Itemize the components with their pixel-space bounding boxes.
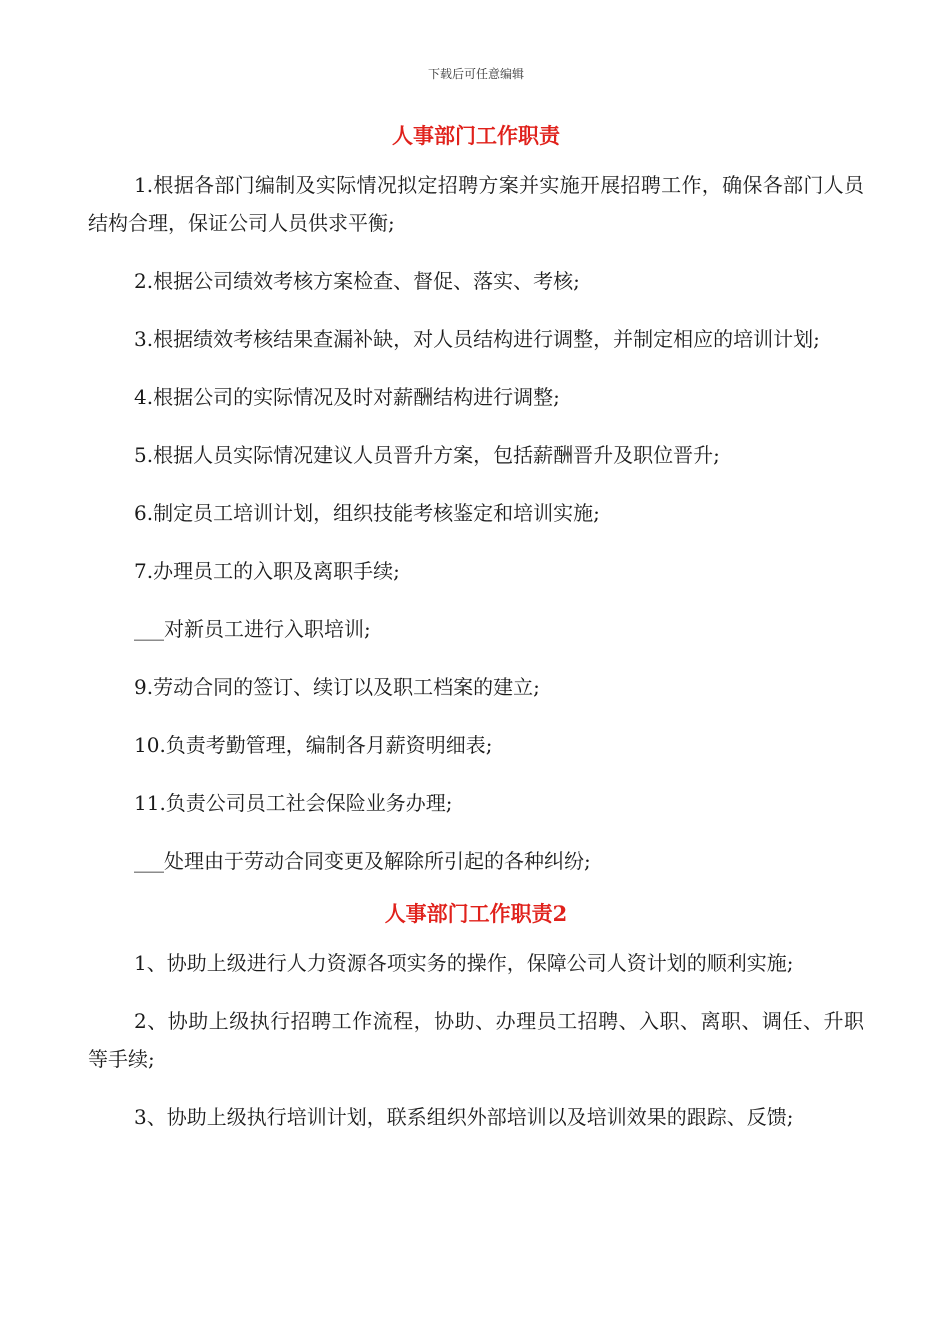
assist-item-1: 1、协助上级进行人力资源各项实务的操作，保障公司人资计划的顺利实施;: [134, 951, 794, 975]
section-title-2: 人事部门工作职责2: [384, 901, 568, 926]
section-title-1: 人事部门工作职责: [392, 123, 560, 148]
duty-item-6: 6.制定员工培训计划，组织技能考核鉴定和培训实施;: [134, 501, 600, 525]
assist-item-3: 3、协助上级执行培训计划，联系组织外部培训以及培训效果的跟踪、反馈;: [134, 1105, 794, 1129]
section-1-list: [88, 166, 864, 880]
duty-item-4: 4.根据公司的实际情况及时对薪酬结构进行调整;: [134, 385, 560, 409]
duty-item-9: 9.劳动合同的签订、续订以及职工档案的建立;: [134, 675, 540, 699]
header-note: 下载后可任意编辑: [427, 67, 524, 81]
duty-item-7: 7.办理员工的入职及离职手续;: [134, 559, 400, 583]
duty-item-11: 11.负责公司员工社会保险业务办理;: [134, 791, 453, 815]
duty-item-1: 1.根据各部门编制及实际情况拟定招聘方案并实施开展招聘工作，确保各部门人员结构合理，保证公司人员供求平衡;: [88, 173, 864, 235]
duty-item-12: ___处理由于劳动合同变更及解除所引起的各种纠纷;: [134, 849, 591, 873]
assist-item-2: 2、协助上级执行招聘工作流程，协助、办理员工招聘、入职、离职、调任、升职等手续;: [88, 1009, 864, 1071]
duty-item-5: 5.根据人员实际情况建议人员晋升方案，包括薪酬晋升及职位晋升;: [134, 443, 720, 467]
duty-item-2: 2.根据公司绩效考核方案检查、督促、落实、考核;: [134, 269, 580, 293]
duty-item-10: 10.负责考勤管理，编制各月薪资明细表;: [134, 733, 493, 757]
duty-item-3: 3.根据绩效考核结果查漏补缺，对人员结构进行调整，并制定相应的培训计划;: [134, 327, 820, 351]
section-2-list: [88, 944, 864, 1136]
duty-item-8: ___对新员工进行入职培训;: [134, 617, 371, 641]
